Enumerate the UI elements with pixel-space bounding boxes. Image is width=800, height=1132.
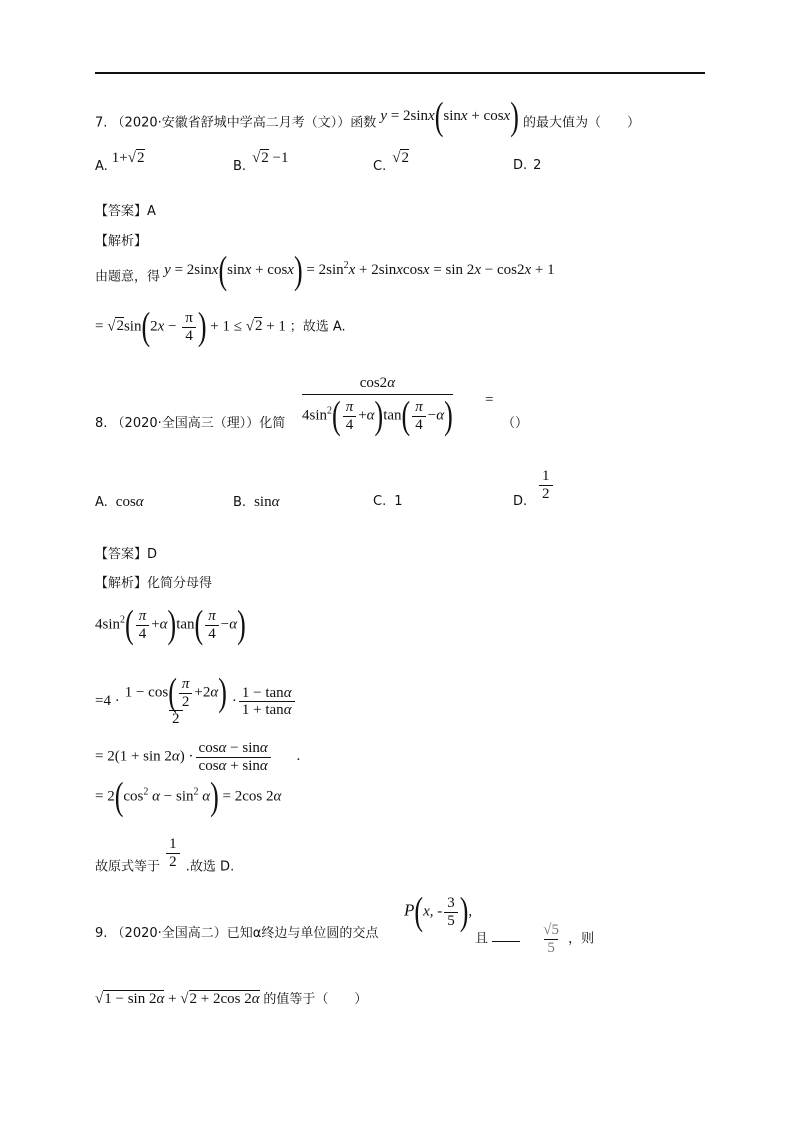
- question-number: 8.: [95, 416, 108, 431]
- question-source: （2020·全国高二）已知α终边与单位圆的交点: [111, 926, 379, 941]
- option-label: D.: [513, 494, 528, 509]
- point-p: P(x, - $\frac{3}{5}$ ),: [404, 889, 473, 933]
- option-label: D.: [513, 158, 528, 173]
- q8-step-3: = $2(\cos^2$ $\alpha - \sin^2 \alpha) = 2\cos$ 2α: [95, 774, 282, 818]
- formula-y: y = 2sinx(sinx + cosx): [380, 94, 519, 138]
- end-text: ，则: [568, 931, 595, 947]
- q8-expression: cos2α $4\sin^2$( $\frac{\pi}{4}$ +α)tan( $\frac{\pi}{4}$ −α): [302, 375, 453, 437]
- question-suffix: （）: [502, 416, 529, 431]
- question-source: （2020·全国高三（理））化简: [111, 416, 286, 431]
- q9-expression: √1 − sin 2α + √2 + 2cos 2α 的值等于（ ）: [95, 991, 368, 1007]
- q8-answer: 【答案】D: [95, 547, 158, 562]
- q8-conclusion: 故原式等于 $\frac{1}{2}$ .故选 D.: [95, 836, 235, 875]
- option-label: C.: [373, 159, 387, 174]
- q8-step-0: $4\sin^2$( $\frac{\pi}{4}$ +α)tan( $\frac{\pi}{4}$ −α): [95, 602, 246, 646]
- question-suffix: 的值等于（ ）: [263, 992, 368, 1007]
- option-label: B.: [233, 159, 247, 174]
- q8-analysis-label: 【解析】化简分母得: [95, 576, 213, 591]
- question-source: （2020·安徽省舒城中学高二月考（文））函数: [111, 115, 377, 131]
- q7-answer: 【答案】A: [95, 204, 156, 219]
- question-number: 7.: [95, 115, 108, 131]
- option-label: A.: [95, 159, 108, 174]
- q8-step-1: =4 · 1 − cos( $\frac{\pi}{2}$ +2α) 2 · $\frac{1 - \tan\alpha}{1 + \tan\alpha}$: [95, 676, 297, 728]
- option-label: A.: [95, 495, 108, 510]
- analysis-end: ；故选 A.: [289, 319, 346, 335]
- question-number: 9.: [95, 926, 108, 941]
- q8-options: A. cosα B. sinα C. 1 D. $\frac{1}{2}$: [95, 494, 715, 534]
- conclusion-lead: 故原式等于: [95, 859, 161, 875]
- option-label: C.: [373, 494, 387, 509]
- analysis-lead: 由题意，得: [95, 269, 161, 285]
- q7-analysis-line1: 由题意，得 $y = 2\sin x(\sin x + \cos x) = 2\sin^2x$ + 2sinxcosx = sin 2x − cos2x + 1: [95, 248, 555, 292]
- q8-step-2: = 2(1 + sin 2α) · $\frac{\cos\alpha - \sin\alpha}{\cos\alpha + \sin\alpha}$ .: [95, 740, 301, 774]
- q7-analysis-line2: = √2sin(2x − $\frac{\pi}{4}$ ) + 1 ≤ √2 + 1 ；故选 A.: [95, 304, 346, 348]
- mid-text: 且: [475, 931, 489, 947]
- blank-line: [492, 941, 520, 942]
- question-9-mid: [475, 922, 594, 956]
- question-8-head: [95, 412, 285, 431]
- question-9: [95, 922, 378, 941]
- question-suffix: 的最大值为（ ）: [523, 115, 641, 131]
- equals-sign: =: [485, 392, 494, 408]
- header-rule: [95, 72, 705, 74]
- conclusion-end: .故选 D.: [185, 859, 235, 875]
- option-label: B.: [233, 495, 247, 510]
- faded-fraction: $\frac{√5}{5}$: [543, 922, 560, 956]
- question-7: [95, 94, 641, 138]
- q7-analysis-label: 【解析】: [95, 234, 148, 249]
